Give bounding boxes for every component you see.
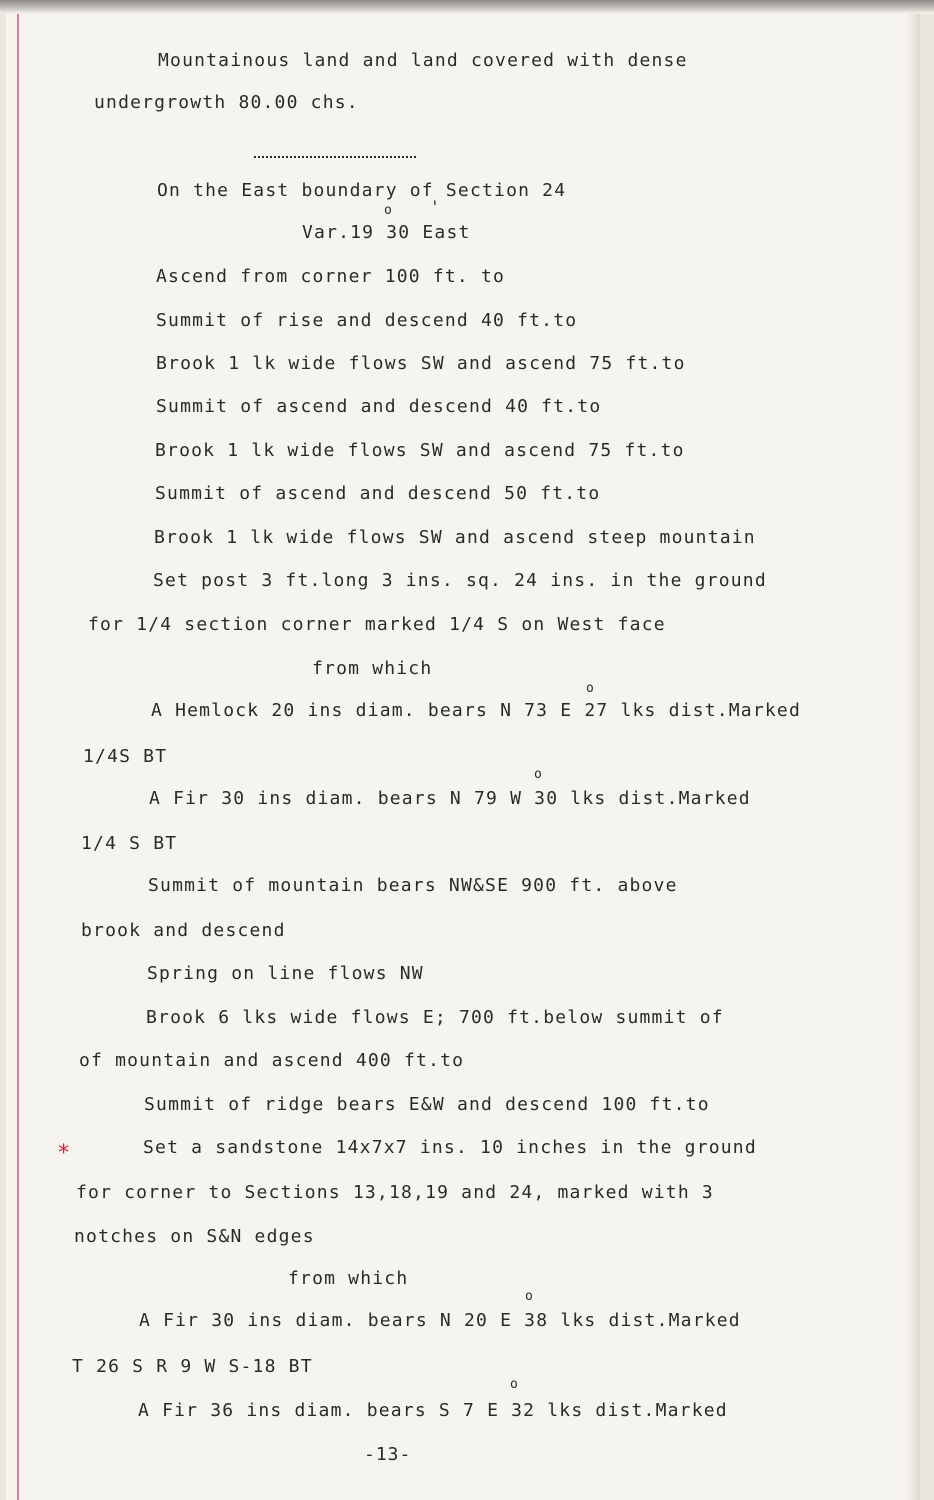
text-line-13: for 1/4 section corner marked 1/4 S on West face: [88, 614, 666, 635]
text-line-14: from which: [312, 658, 433, 679]
text-line-28: from which: [288, 1268, 409, 1289]
text-line-17: A Fir 30 ins diam. bears N 79 W 30 lks dist.Marked: [149, 788, 751, 809]
text-line-19: Summit of mountain bears NW&SE 900 ft. above: [148, 875, 678, 896]
margin-rule: [17, 0, 19, 1500]
text-line-10: Summit of ascend and descend 50 ft.to: [155, 483, 601, 504]
document-page: [6, 0, 920, 1500]
text-line-11: Brook 1 lk wide flows SW and ascend steep mountain: [154, 527, 756, 548]
text-line-7: Brook 1 lk wide flows SW and ascend 75 ft.to: [156, 353, 686, 374]
text-line-1: Mountainous land and land covered with dense: [158, 50, 688, 71]
degree-mark: o: [525, 1289, 533, 1304]
text-line-24: Summit of ridge bears E&W and descend 100 ft.to: [144, 1094, 710, 1115]
text-line-2: undergrowth 80.00 chs.: [94, 92, 359, 113]
degree-mark: o: [510, 1377, 518, 1392]
text-line-30: T 26 S R 9 W S-18 BT: [72, 1356, 313, 1377]
text-line-9: Brook 1 lk wide flows SW and ascend 75 ft.to: [155, 440, 685, 461]
text-line-4: Var.19 30 East: [302, 222, 471, 243]
text-line-8: Summit of ascend and descend 40 ft.to: [156, 396, 602, 417]
text-line-22: Brook 6 lks wide flows E; 700 ft.below summit of: [146, 1007, 724, 1028]
text-line-23: of mountain and ascend 400 ft.to: [79, 1050, 465, 1071]
text-line-3: On the East boundary of Section 24: [157, 180, 567, 201]
section-divider: [254, 156, 416, 158]
degree-mark: o: [534, 767, 542, 782]
page-number: -13-: [364, 1444, 412, 1465]
text-line-20: brook and descend: [81, 920, 286, 941]
page-top-edge: [0, 0, 934, 14]
text-line-29: A Fir 30 ins diam. bears N 20 E 38 lks dist.Marked: [139, 1310, 741, 1331]
text-line-25: Set a sandstone 14x7x7 ins. 10 inches in the ground: [143, 1137, 757, 1158]
text-line-21: Spring on line flows NW: [147, 963, 424, 984]
text-line-31: A Fir 36 ins diam. bears S 7 E 32 lks dist.Marked: [138, 1400, 728, 1421]
text-line-6: Summit of rise and descend 40 ft.to: [156, 310, 578, 331]
text-line-16: 1/4S BT: [83, 746, 168, 767]
page-edge-shadow: [906, 0, 920, 1500]
text-line-12: Set post 3 ft.long 3 ins. sq. 24 ins. in the ground: [153, 570, 767, 591]
text-line-18: 1/4 S BT: [81, 833, 178, 854]
degree-mark: o: [384, 203, 392, 218]
asterisk-mark: *: [57, 1141, 71, 1166]
minute-mark: ': [430, 197, 440, 216]
text-line-15: A Hemlock 20 ins diam. bears N 73 E 27 lks dist.Marked: [151, 700, 801, 721]
degree-mark: o: [586, 681, 594, 696]
text-line-26: for corner to Sections 13,18,19 and 24, marked with 3: [76, 1182, 714, 1203]
text-line-27: notches on S&N edges: [74, 1226, 315, 1247]
text-line-5: Ascend from corner 100 ft. to: [156, 266, 506, 287]
